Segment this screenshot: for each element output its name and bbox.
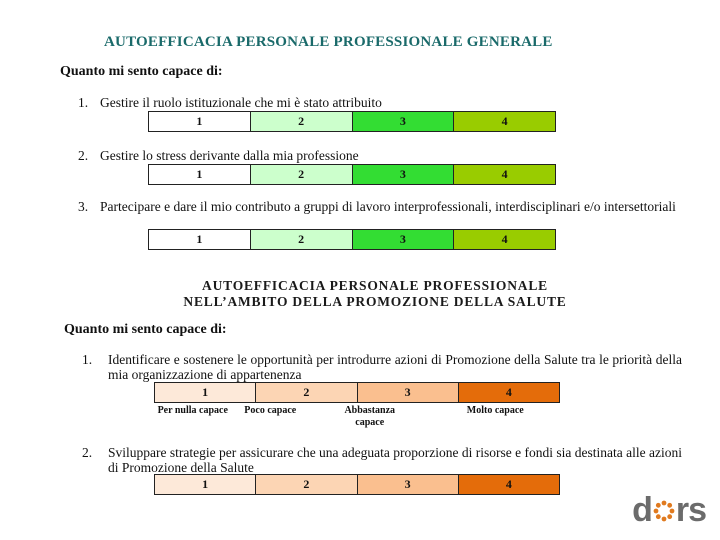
section2-prompt: Quanto mi sento capace di: xyxy=(64,322,227,337)
scale-cell[interactable]: 2 xyxy=(250,230,352,249)
scale-cell[interactable]: 3 xyxy=(357,383,458,402)
section1-title: AUTOEFFICACIA PERSONALE PROFESSIONALE GENERALE xyxy=(104,34,553,50)
section2-title-line2: NELL’AMBITO DELLA PROMOZIONE DELLA SALUTE xyxy=(183,294,567,309)
scale-captions xyxy=(154,405,560,429)
scale-cell[interactable]: 2 xyxy=(250,112,352,131)
rating-scale-3 xyxy=(148,229,556,250)
section1-item-2 xyxy=(78,148,698,164)
section2-title-line1: AUTOEFFICACIA PERSONALE PROFESSIONALE xyxy=(202,278,548,293)
section1-item-1 xyxy=(78,95,698,111)
section1-prompt: Quanto mi sento capace di: xyxy=(60,64,223,79)
item-number: 1. xyxy=(82,352,93,367)
caption-4: Molto capace xyxy=(466,405,524,416)
section2-title xyxy=(170,278,580,310)
rating-scale-5 xyxy=(154,474,560,495)
caption-2: Poco capace xyxy=(244,405,297,416)
scale-cell[interactable]: 2 xyxy=(250,165,352,184)
rating-scale-2 xyxy=(148,164,556,185)
dors-logo xyxy=(632,491,706,530)
scale-cell[interactable]: 4 xyxy=(453,165,555,184)
section1-item-3 xyxy=(78,199,678,231)
scale-cell[interactable]: 1 xyxy=(149,112,250,131)
scale-cell[interactable]: 3 xyxy=(352,165,454,184)
item-text: Identificare e sostenere le opportunità per introdurre azioni di Promozione della Salute tra le priorità della mia organizzazione di appartenenza xyxy=(108,352,682,382)
scale-cell[interactable]: 2 xyxy=(255,475,356,494)
item-number: 2. xyxy=(78,148,89,163)
rating-scale-4 xyxy=(154,382,560,403)
logo-d: d xyxy=(632,491,652,529)
scale-cell[interactable]: 3 xyxy=(357,475,458,494)
scale-cell[interactable]: 4 xyxy=(458,475,559,494)
item-text: Gestire lo stress derivante dalla mia professione xyxy=(100,148,359,163)
rating-scale-1 xyxy=(148,111,556,132)
scale-cell[interactable]: 1 xyxy=(149,230,250,249)
caption-3: Abbastanza capace xyxy=(344,405,396,428)
section2-item-2 xyxy=(82,445,682,477)
scale-cell[interactable]: 4 xyxy=(453,112,555,131)
scale-cell[interactable]: 4 xyxy=(458,383,559,402)
scale-cell[interactable]: 3 xyxy=(352,112,454,131)
caption-1: Per nulla capace xyxy=(157,405,228,416)
scale-cell[interactable]: 4 xyxy=(453,230,555,249)
scale-cell[interactable]: 1 xyxy=(155,383,255,402)
item-text: Sviluppare strategie per assicurare che una adeguata proporzione di risorse e fondi sia destinata alle azioni di Promozione della Salute xyxy=(108,445,682,475)
section2-item-1 xyxy=(82,352,682,384)
item-number: 2. xyxy=(82,445,93,460)
item-text: Gestire il ruolo istituzionale che mi è stato attribuito xyxy=(100,95,382,110)
scale-cell[interactable]: 1 xyxy=(149,165,250,184)
scale-cell[interactable]: 2 xyxy=(255,383,356,402)
logo-rs: rs xyxy=(675,491,706,529)
scale-cell[interactable]: 1 xyxy=(155,475,255,494)
item-text: Partecipare e dare il mio contributo a gruppi di lavoro interprofessionali, interdisciplinari e/o intersettoriali xyxy=(100,199,676,214)
scale-cell[interactable]: 3 xyxy=(352,230,454,249)
item-number: 1. xyxy=(78,95,89,110)
item-number: 3. xyxy=(78,199,89,214)
logo-flower-icon xyxy=(653,500,675,522)
